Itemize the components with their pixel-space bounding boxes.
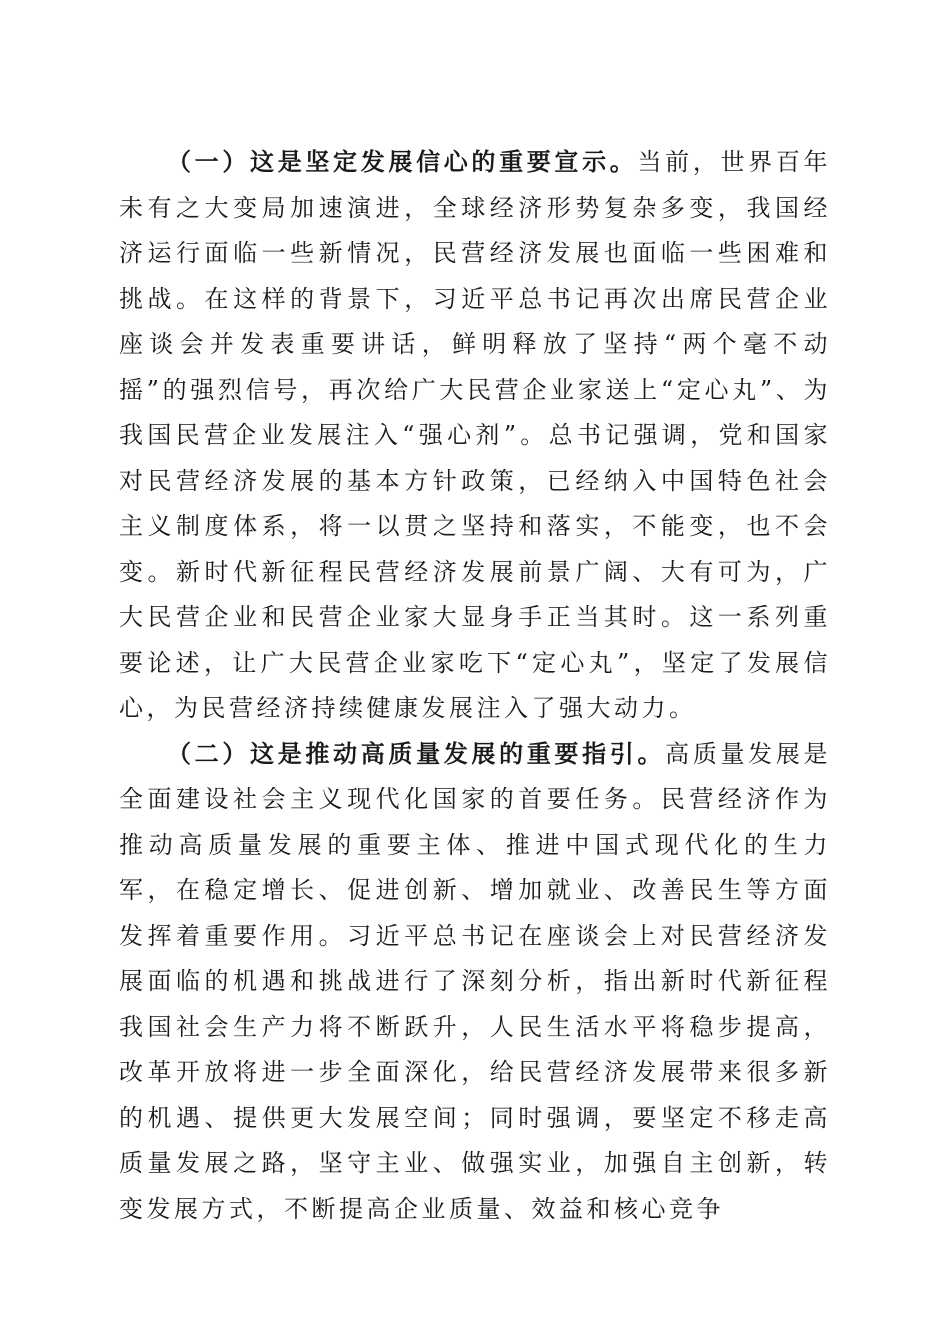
paragraph-1 [119,140,831,732]
paragraph-2-heading: （二）这是推动高质量发展的重要指引。 [167,739,666,768]
document-body [119,140,831,1232]
paragraph-2 [119,732,831,1233]
paragraph-2-body: 高质量发展是全面建设社会主义现代化国家的首要任务。民营经济作为推动高质量发展的重要主体、推进中国式现代化的生力军，在稳定增长、促进创新、增加就业、改善民生等方面发挥着重要作用。习近平总书记在座谈会上对民营经济发展面临的机遇和挑战进行了深刻分析，指出新时代新征程我国社会生产力将不断跃升，人民生活水平将稳步提高，改革开放将进一步全面深化，给民营经济发展带来很多新的机遇、提供更大发展空间；同时强调，要坚定不移走高质量发展之路，坚守主业、做强实业，加强自主创新，转变发展方式，不断提高企业质量、效益和核心竞争 [119,739,832,1223]
paragraph-1-body: 当前，世界百年未有之大变局加速演进，全球经济形势复杂多变，我国经济运行面临一些新情况，民营经济发展也面临一些困难和挑战。在这样的背景下，习近平总书记再次出席民营企业座谈会并发表重要讲话，鲜明释放了坚持“两个毫不动摇”的强烈信号，再次给广大民营企业家送上“定心丸”、为我国民营企业发展注入“强心剂”。总书记强调，党和国家对民营经济发展的基本方针政策，已经纳入中国特色社会主义制度体系，将一以贯之坚持和落实，不能变，也不会变。新时代新征程民营经济发展前景广阔、大有可为，广大民营企业和民营企业家大显身手正当其时。这一系列重要论述，让广大民营企业家吃下“定心丸”，坚定了发展信心，为民营经济持续健康发展注入了强大动力。 [119,148,832,722]
paragraph-1-heading: （一）这是坚定发展信心的重要宣示。 [167,148,638,176]
